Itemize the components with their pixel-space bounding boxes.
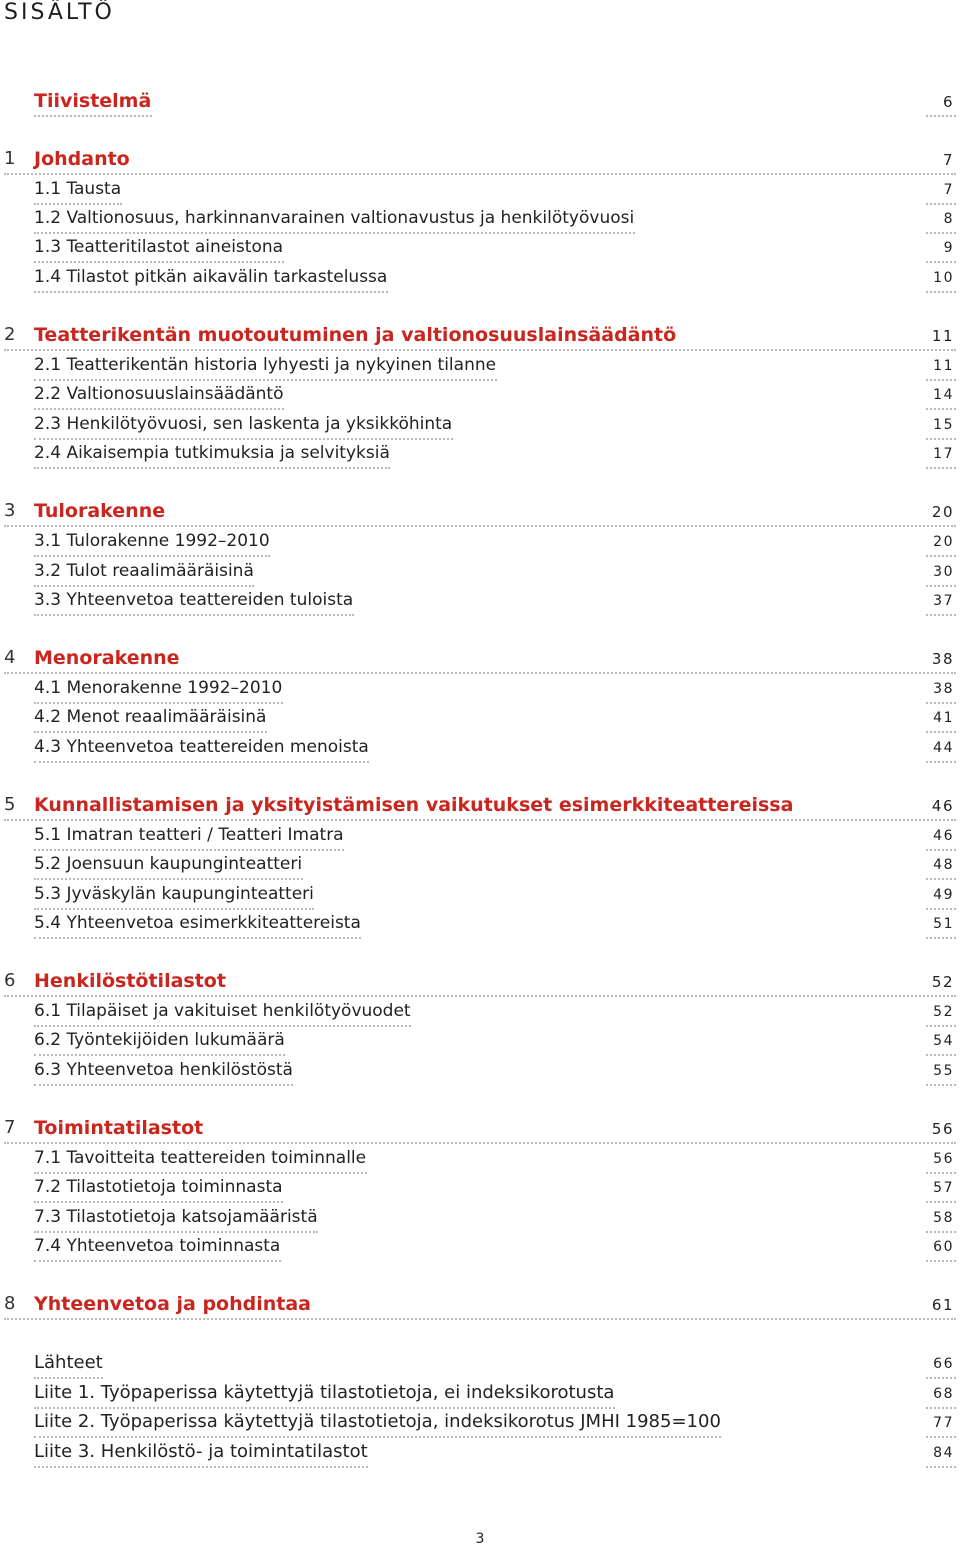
- toc-page-number: 41: [933, 710, 954, 726]
- toc-appendix[interactable]: [0, 1380, 960, 1406]
- toc-section[interactable]: [0, 587, 960, 613]
- dotted-rule: [926, 1436, 956, 1438]
- toc-section[interactable]: [0, 352, 960, 378]
- chapter-number: 7: [4, 1117, 16, 1138]
- dotted-rule: [34, 1466, 368, 1468]
- dotted-rule: [34, 291, 388, 293]
- dotted-rule: [34, 1054, 285, 1056]
- toc-section[interactable]: [0, 998, 960, 1024]
- toc-title: 1.3 Teatteritilastot aineistona: [34, 237, 284, 257]
- dotted-rule: [926, 1260, 956, 1262]
- toc-page-number: 38: [931, 650, 954, 668]
- toc-title: 5.1 Imatran teatteri / Teatteri Imatra: [34, 825, 344, 845]
- toc-page-number: 56: [933, 1151, 954, 1167]
- dotted-rule: [4, 173, 956, 175]
- dotted-rule: [34, 1377, 103, 1379]
- toc-title: 7.3 Tilastotietoja katsojamääristä: [34, 1207, 318, 1227]
- toc-section[interactable]: [0, 910, 960, 936]
- toc-title: 5.4 Yhteenvetoa esimerkkiteattereista: [34, 913, 361, 933]
- toc-page-number: 20: [931, 503, 954, 521]
- toc-page-number: 55: [933, 1063, 954, 1079]
- toc-section[interactable]: [0, 411, 960, 437]
- toc-title: 1.1 Tausta: [34, 179, 122, 199]
- dotted-rule: [926, 1054, 956, 1056]
- dotted-rule: [34, 937, 361, 939]
- toc-page-number: 84: [933, 1445, 954, 1461]
- toc-page-number: 8: [943, 211, 954, 227]
- dotted-rule: [4, 995, 956, 997]
- toc-title: 4.3 Yhteenvetoa teattereiden menoista: [34, 737, 369, 757]
- chapter-number: 6: [4, 970, 16, 991]
- toc-page-number: 60: [933, 1239, 954, 1255]
- toc-chapter[interactable]: [0, 498, 960, 524]
- toc-page-number: 7: [942, 151, 954, 169]
- toc-page-number: 48: [933, 857, 954, 873]
- toc-page-number: 9: [943, 240, 954, 256]
- toc-title: 3.1 Tulorakenne 1992–2010: [34, 531, 270, 551]
- toc-title: 2.1 Teatterikentän historia lyhyesti ja nykyinen tilanne: [34, 355, 497, 375]
- dotted-rule: [34, 1260, 281, 1262]
- toc-page-number: 52: [933, 1004, 954, 1020]
- dotted-rule: [34, 1084, 293, 1086]
- toc-page-number: 51: [933, 916, 954, 932]
- toc-title: 1.4 Tilastot pitkän aikavälin tarkastelussa: [34, 267, 388, 287]
- dotted-rule: [34, 261, 284, 263]
- toc-chapter[interactable]: [0, 322, 960, 348]
- dotted-rule: [926, 731, 956, 733]
- toc-page-number: 77: [933, 1415, 954, 1431]
- dotted-rule: [4, 1318, 956, 1320]
- dotted-rule: [926, 1377, 956, 1379]
- dotted-rule: [926, 467, 956, 469]
- toc-section[interactable]: [0, 1204, 960, 1230]
- toc-page-number: 66: [933, 1356, 954, 1372]
- toc-title: Liite 3. Henkilöstö- ja toimintatilastot: [34, 1441, 368, 1462]
- page-number: 3: [475, 1531, 485, 1547]
- toc-page-number: 56: [931, 1120, 954, 1138]
- dotted-rule: [34, 467, 390, 469]
- toc-chapter[interactable]: [0, 645, 960, 671]
- toc-section[interactable]: [0, 558, 960, 584]
- toc-chapter[interactable]: [0, 88, 960, 114]
- toc-page-number: 20: [933, 534, 954, 550]
- toc-chapter[interactable]: [0, 968, 960, 994]
- dotted-rule: [926, 614, 956, 616]
- toc-chapter[interactable]: [0, 1115, 960, 1141]
- dotted-rule: [926, 115, 956, 117]
- toc-page-number: 37: [933, 593, 954, 609]
- toc-section[interactable]: [0, 264, 960, 290]
- dotted-rule: [34, 1436, 721, 1438]
- chapter-number: 1: [4, 148, 16, 169]
- chapter-number: 3: [4, 500, 16, 521]
- toc-section[interactable]: [0, 176, 960, 202]
- toc-page-number: 46: [931, 797, 954, 815]
- toc-section[interactable]: [0, 1174, 960, 1200]
- toc-page-number: 11: [933, 358, 954, 374]
- toc-page-number: 54: [933, 1033, 954, 1049]
- chapter-number: 2: [4, 324, 16, 345]
- toc-title: Yhteenvetoa ja pohdintaa: [34, 1293, 312, 1315]
- toc-section[interactable]: [0, 734, 960, 760]
- dotted-rule: [926, 291, 956, 293]
- toc-section[interactable]: [0, 1145, 960, 1171]
- toc-title: 5.2 Joensuun kaupunginteatteri: [34, 854, 303, 874]
- toc-section[interactable]: [0, 381, 960, 407]
- toc-page-number: 30: [933, 564, 954, 580]
- chapter-number: 4: [4, 647, 16, 668]
- toc-page-number: 68: [933, 1386, 954, 1402]
- dotted-rule: [34, 878, 303, 880]
- toc-section[interactable]: [0, 704, 960, 730]
- toc-page-number: 58: [933, 1210, 954, 1226]
- toc-section[interactable]: [0, 1233, 960, 1259]
- toc-section[interactable]: [0, 675, 960, 701]
- toc-section[interactable]: [0, 881, 960, 907]
- toc-page-number: 44: [933, 740, 954, 756]
- toc-page-number: 6: [942, 93, 954, 111]
- toc-title: 3.2 Tulot reaalimääräisinä: [34, 561, 254, 581]
- dotted-rule: [34, 115, 152, 117]
- toc-chapter[interactable]: [0, 146, 960, 172]
- toc-title: 5.3 Jyväskylän kaupunginteatteri: [34, 884, 314, 904]
- toc-page-number: 7: [943, 182, 954, 198]
- toc-title: 2.3 Henkilötyövuosi, sen laskenta ja yksikköhinta: [34, 414, 453, 434]
- toc-title: Menorakenne: [34, 647, 180, 669]
- toc-section[interactable]: [0, 234, 960, 260]
- dotted-rule: [926, 555, 956, 557]
- chapter-number: 8: [4, 1293, 16, 1314]
- dotted-rule: [4, 349, 956, 351]
- toc-section[interactable]: [0, 822, 960, 848]
- toc-title: Tulorakenne: [34, 500, 166, 522]
- dotted-rule: [926, 408, 956, 410]
- toc-title: 4.1 Menorakenne 1992–2010: [34, 678, 283, 698]
- toc-title: 6.1 Tilapäiset ja vakituiset henkilötyövuodet: [34, 1001, 411, 1021]
- toc-page-number: 49: [933, 887, 954, 903]
- dotted-rule: [926, 878, 956, 880]
- toc-title: 7.2 Tilastotietoja toiminnasta: [34, 1177, 283, 1197]
- toc-title: Tiivistelmä: [34, 90, 152, 112]
- toc-title: Johdanto: [34, 148, 130, 170]
- toc-title: 7.4 Yhteenvetoa toiminnasta: [34, 1236, 281, 1256]
- toc-section[interactable]: [0, 205, 960, 231]
- toc-section[interactable]: [0, 1027, 960, 1053]
- toc-page-number: 52: [931, 973, 954, 991]
- dotted-rule: [926, 761, 956, 763]
- toc-page-number: 46: [933, 828, 954, 844]
- dotted-rule: [34, 555, 270, 557]
- dotted-rule: [926, 1084, 956, 1086]
- toc-page-number: 61: [931, 1296, 954, 1314]
- toc-section[interactable]: [0, 851, 960, 877]
- toc-page-number: 15: [933, 417, 954, 433]
- page-title: SISÄLTÖ: [4, 0, 115, 25]
- toc-title: 6.2 Työntekijöiden lukumäärä: [34, 1030, 285, 1050]
- toc-title: 4.2 Menot reaalimääräisinä: [34, 707, 267, 727]
- dotted-rule: [4, 1142, 956, 1144]
- toc-page-number: 38: [933, 681, 954, 697]
- dotted-rule: [4, 672, 956, 674]
- dotted-rule: [34, 614, 354, 616]
- toc-title: 6.3 Yhteenvetoa henkilöstöstä: [34, 1060, 293, 1080]
- dotted-rule: [34, 761, 369, 763]
- dotted-rule: [926, 261, 956, 263]
- toc-page-number: 10: [933, 270, 954, 286]
- dotted-rule: [34, 408, 284, 410]
- toc-page-number: 17: [933, 446, 954, 462]
- toc-section[interactable]: [0, 1057, 960, 1083]
- toc-title: Liite 2. Työpaperissa käytettyjä tilastotietoja, indeksikorotus JMHI 1985=100: [34, 1411, 721, 1432]
- dotted-rule: [34, 731, 267, 733]
- toc-title: Toimintatilastot: [34, 1117, 204, 1139]
- toc-title: Liite 1. Työpaperissa käytettyjä tilastotietoja, ei indeksikorotusta: [34, 1382, 615, 1403]
- toc-title: Kunnallistamisen ja yksityistämisen vaikutukset esimerkkiteattereissa: [34, 794, 794, 816]
- toc-title: Lähteet: [34, 1352, 103, 1373]
- chapter-number: 5: [4, 794, 16, 815]
- toc-section[interactable]: [0, 440, 960, 466]
- toc-page-number: 57: [933, 1180, 954, 1196]
- toc-chapter[interactable]: [0, 1291, 960, 1317]
- toc-title: Teatterikentän muotoutuminen ja valtionosuuslainsäädäntö: [34, 324, 677, 346]
- toc-title: 7.1 Tavoitteita teattereiden toiminnalle: [34, 1148, 367, 1168]
- dotted-rule: [926, 937, 956, 939]
- toc-appendix[interactable]: [0, 1439, 960, 1465]
- toc-section[interactable]: [0, 528, 960, 554]
- toc-title: 2.2 Valtionosuuslainsäädäntö: [34, 384, 284, 404]
- toc-appendix[interactable]: [0, 1350, 960, 1376]
- toc-page-number: 11: [931, 327, 954, 345]
- dotted-rule: [4, 819, 956, 821]
- toc-title: 1.2 Valtionosuus, harkinnanvarainen valtionavustus ja henkilötyövuosi: [34, 208, 635, 228]
- dotted-rule: [926, 1466, 956, 1468]
- dotted-rule: [926, 1201, 956, 1203]
- toc-appendix[interactable]: [0, 1409, 960, 1435]
- toc-page-number: 14: [933, 387, 954, 403]
- dotted-rule: [34, 1201, 283, 1203]
- dotted-rule: [4, 525, 956, 527]
- toc-title: 2.4 Aikaisempia tutkimuksia ja selvityksiä: [34, 443, 390, 463]
- toc-chapter[interactable]: [0, 792, 960, 818]
- toc-title: Henkilöstötilastot: [34, 970, 226, 992]
- toc-title: 3.3 Yhteenvetoa teattereiden tuloista: [34, 590, 354, 610]
